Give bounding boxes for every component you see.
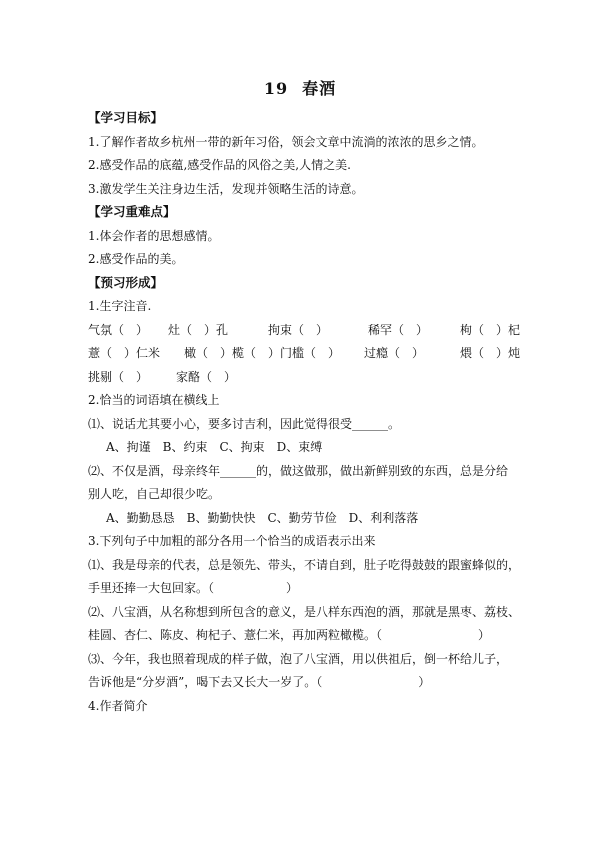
key-point-item: 2.感受作品的美。 xyxy=(88,252,184,266)
pinyin-item: 灶（ ）孔 xyxy=(168,323,229,337)
pinyin-item: 挑剔（ ） xyxy=(88,370,149,384)
q2-2-text-cont: 别人吃，自己却很少吃。 xyxy=(88,487,221,501)
goal-item: 2.感受作品的底蕴,感受作品的风俗之美,人情之美. xyxy=(88,158,351,172)
q3-2-text-cont: 桂圆、杏仁、陈皮、枸杞子、薏仁米，再加两粒橄榄。（ ） xyxy=(88,628,491,642)
page-title xyxy=(0,76,600,99)
lesson-title: 春酒 xyxy=(302,79,337,98)
q1-title: 1.生字注音. xyxy=(88,299,152,313)
pinyin-item: 枸（ ）杞 xyxy=(460,323,521,337)
q3-2-text: ⑵、八宝酒，从名称想到所包含的意义，是八样东西泡的酒，那就是黑枣、荔枝、 xyxy=(88,605,521,619)
pinyin-item: 橄（ ）榄（ ） xyxy=(184,346,281,360)
q3-3-text-cont: 告诉他是“分岁酒”，喝下去又长大一岁了。（ ） xyxy=(88,675,431,689)
goals-heading: 【学习目标】 xyxy=(88,110,164,125)
pinyin-item: 薏（ ）仁米 xyxy=(88,346,161,360)
preview-heading: 【预习形成】 xyxy=(88,275,164,290)
q2-2-options: A、勤勤恳恳 B、勤勤快快 C、勤劳节俭 D、利利落落 xyxy=(106,511,419,525)
q2-2-text: ⑵、不仅是酒，母亲终年______的，做这做那，做出新鲜别致的东西，总是分给 xyxy=(88,464,509,478)
key-points-heading: 【学习重难点】 xyxy=(88,204,176,219)
goal-item: 3.激发学生关注身边生活，发现并领略生活的诗意。 xyxy=(88,182,364,196)
lesson-number: 19 xyxy=(263,79,289,98)
q3-1-text: ⑴、我是母亲的代表，总是领先、带头，不请自到，肚子吃得鼓鼓的跟蜜蜂似的， xyxy=(88,558,521,572)
pinyin-item: 拘束（ ） xyxy=(268,323,329,337)
q3-1-text-cont: 手里还捧一大包回家。（ ） xyxy=(88,581,299,595)
pinyin-item: 煨（ ）炖 xyxy=(460,346,521,360)
q2-title: 2.恰当的词语填在横线上 xyxy=(88,393,220,407)
pinyin-item: 家酪（ ） xyxy=(176,370,237,384)
q4-title: 4.作者简介 xyxy=(88,699,148,713)
q2-1-text: ⑴、说话尤其要小心，要多讨吉利，因此觉得很受______。 xyxy=(88,417,401,431)
goal-item: 1.了解作者故乡杭州一带的新年习俗，领会文章中流淌的浓浓的思乡之情。 xyxy=(88,135,484,149)
pinyin-item: 气氛（ ） xyxy=(88,323,149,337)
q2-1-options: A、拘谨 B、约束 C、拘束 D、束缚 xyxy=(106,440,323,454)
pinyin-item: 稀罕（ ） xyxy=(368,323,429,337)
key-point-item: 1.体会作者的思想感情。 xyxy=(88,229,220,243)
pinyin-item: 门槛（ ） xyxy=(280,346,341,360)
pinyin-item: 过瘾（ ） xyxy=(364,346,425,360)
q3-title: 3.下列句子中加粗的部分各用一个恰当的成语表示出来 xyxy=(88,534,376,548)
q3-3-text: ⑶、今年，我也照着现成的样子做，泡了八宝酒，用以供祖后，倒一杯给儿子， xyxy=(88,652,509,666)
